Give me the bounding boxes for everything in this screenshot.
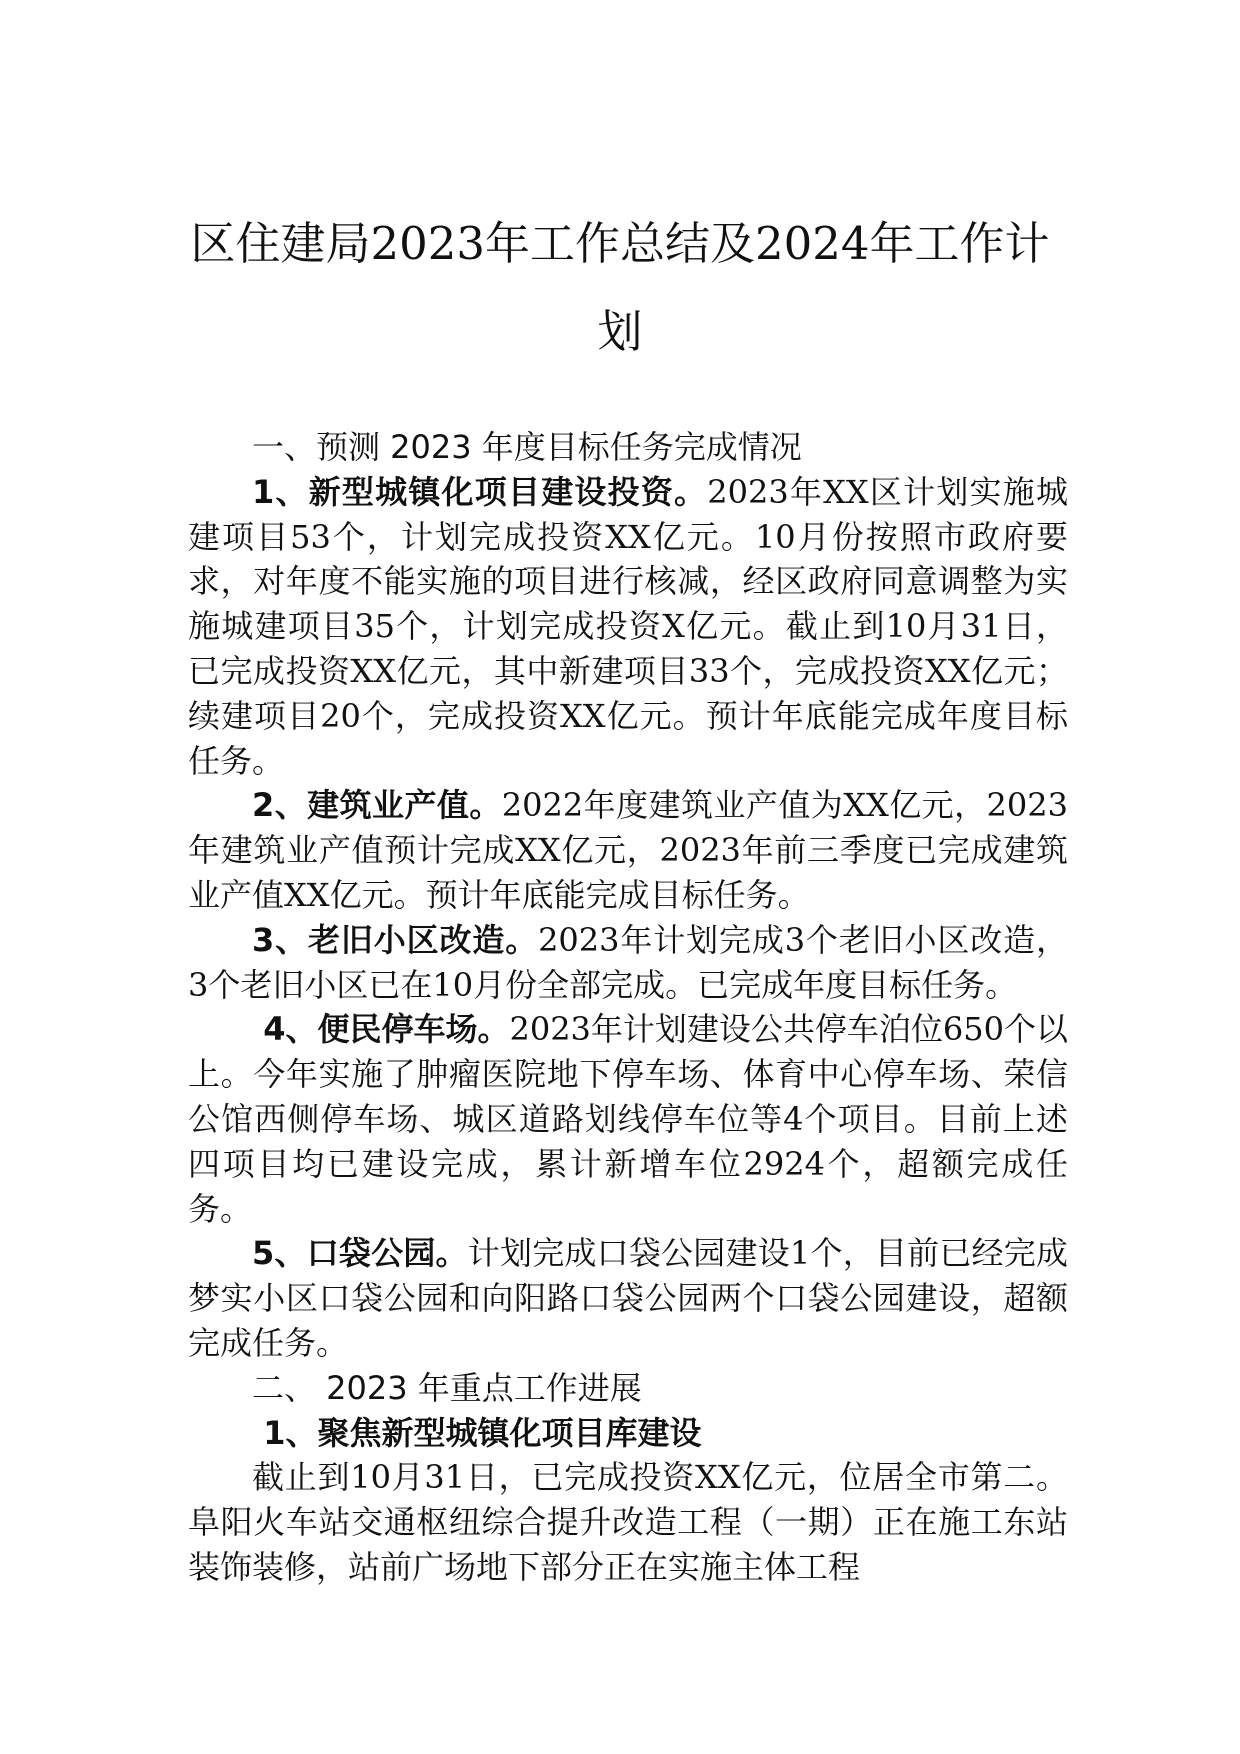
paragraph-item-1	[188, 470, 1068, 784]
document-title-line-2: 划	[597, 305, 643, 358]
paragraph-lead: 4、便民停车场。	[263, 1010, 510, 1049]
paragraph-item-4	[188, 1007, 1068, 1231]
paragraph-text: 2023年XX区计划实施城建项目53个，计划完成投资XX亿元。10月份按照市政府要求，对年度不能实施的项目进行核减，经区政府同意调整为实施城建项目35个，计划完成投资X亿元。截止到10月31日，已完成投资XX亿元，其中新建项目33个，完成投资XX亿元；续建项目20个，完成投资XX亿元。预计年底能完成年度目标任务。	[188, 472, 1068, 780]
paragraph-text: 2023年计划建设公共停车泊位650个以上。今年实施了肿瘤医院地下停车场、体育中心停车场、荣信公馆西侧停车场、城区道路划线停车位等4个项目。目前上述四项目均已建设完成，累计新增车位2924个，超额完成任务。	[188, 1010, 1068, 1228]
paragraph-lead: 5、口袋公园。	[252, 1234, 468, 1273]
paragraph-item-3	[188, 918, 1068, 1008]
paragraph-lead: 1、新型城镇化项目建设投资。	[252, 472, 708, 511]
paragraph-item-2	[188, 783, 1068, 917]
document-body	[188, 425, 1068, 1590]
section-heading-1: 一、预测 2023 年度目标任务完成情况	[252, 428, 802, 466]
paragraph-lead: 3、老旧小区改造。	[252, 920, 539, 959]
paragraph-item-5	[188, 1231, 1068, 1365]
document-title-line-1: 区住建局2023年工作总结及2024年工作计	[190, 217, 1050, 270]
paragraph-text: 计划完成口袋公园建设1个，目前已经完成梦实小区口袋公园和向阳路口袋公园两个口袋公园建设，超额完成任务。	[188, 1234, 1068, 1362]
paragraph-text: 2022年度建筑业产值为XX亿元，2023年建筑业产值预计完成XX亿元，2023年前三季度已完成建筑业产值XX亿元。预计年底能完成目标任务。	[188, 786, 1068, 914]
paragraph-subsection-1: 截止到10月31日，已完成投资XX亿元，位居全市第二。阜阳火车站交通枢纽综合提升改造工程（一期）正在施工东站装饰装修，站前广场地下部分正在实施主体工程	[188, 1458, 1068, 1586]
section-heading-2: 二、 2023 年重点工作进展	[252, 1368, 642, 1407]
paragraph-lead: 2、建筑业产值。	[252, 786, 502, 825]
paragraph-text: 2023年计划完成3个老旧小区改造，3个老旧小区已在10月份全部完成。已完成年度目标任务。	[188, 920, 1068, 1004]
subsection-heading-1: 1、聚焦新型城镇化项目库建设	[263, 1413, 702, 1452]
